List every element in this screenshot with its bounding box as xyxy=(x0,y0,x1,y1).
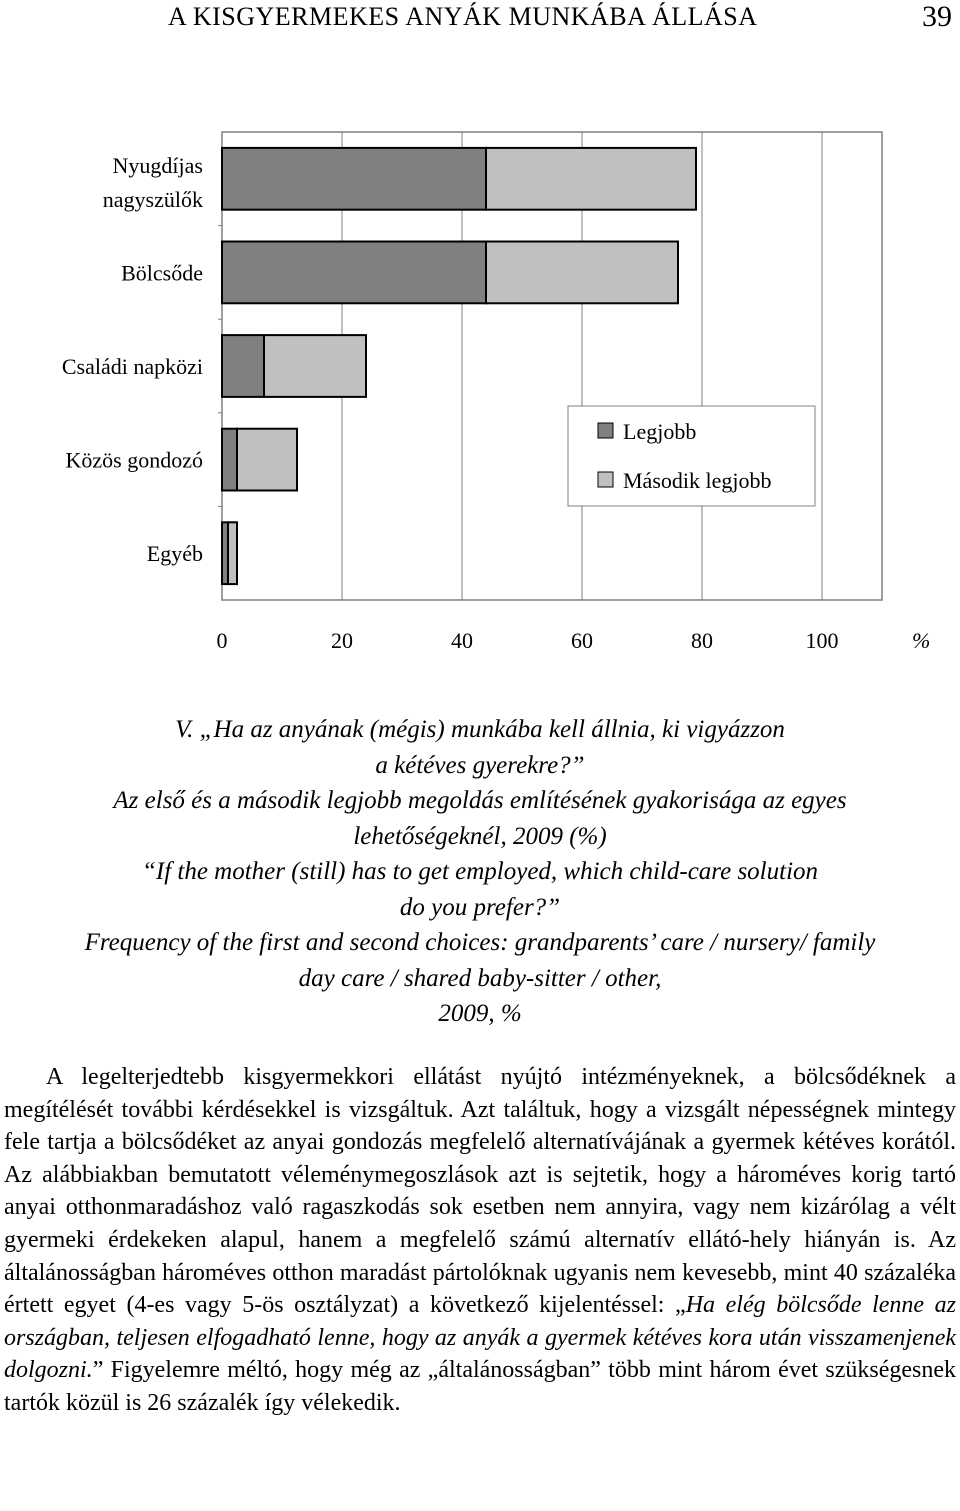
x-tick-label-60: 60 xyxy=(571,628,593,653)
category-label-1: Bölcsőde xyxy=(121,260,203,286)
running-head xyxy=(0,0,960,40)
paragraph-text-part-2: ” Figyelemre méltó, hogy még az „általánosságban” több mint három évet szükségesnek tartók közül is 26 százalék így vélekedik. xyxy=(4,1357,956,1416)
x-tick-label-40: 40 xyxy=(451,628,473,653)
bar-legjobb-3 xyxy=(222,429,237,491)
caption-en-line-2: do you prefer?” xyxy=(399,893,561,921)
caption-hu-line-2: a kétéves gyerekre?” xyxy=(375,751,585,779)
x-tick-label-100: 100 xyxy=(805,628,839,653)
caption-en-line-5: 2009, % xyxy=(438,1000,522,1027)
bar-masodik-legjobb-0 xyxy=(486,148,696,210)
paragraph-text-part-1: A legelterjedtebb kisgyermekkori ellátást nyújtó intézményeknek, a bölcsődéknek a megítélését további kérdésekkel is vizsgáltuk. Azt találtuk, hogy a vizsgált népességnek mintegy fele tartja a bölcsődéket az anyai gondozás megfelelő alternatívájának a gyermek kétéves korától. Az alábbiakban bemutatott véleménymegoszlások azt is sejtetik, hogy a hároméves korig tartó anyai otthonmaradáshoz való ragaszkodás sok esetben nem annyira, vagy nem kizárólag a vélt gyermeki érdekeken alapul, hanem a megfelelő számú alternatív ellátó-hely hiányán is. Az általánosságban hároméves otthon maradást pártolóknak ugyanis nem kevesebb, mint 40 százaléka értett egyet (4-es vagy 5-ös osztályzat) a következő kijelentéssel: „ xyxy=(4,1064,956,1319)
body-paragraph xyxy=(4,1061,956,1420)
quoted-statement: Ha elég bölcsőde lenne az országban, teljesen elfogadható lenne, hogy az anyák a gyermek kétéves kora után visszamenjenek dolgozni. xyxy=(4,1292,957,1384)
bar-masodik-legjobb-2 xyxy=(264,335,366,397)
category-label-4: Egyéb xyxy=(146,541,203,567)
x-tick-label-0: 0 xyxy=(216,628,228,653)
caption-en-line-3: Frequency of the first and second choices: grandparents’ care / nursery/ family xyxy=(84,929,876,956)
caption-en-line-1: “If the mother (still) has to get employed, which child-care solution xyxy=(141,858,819,885)
bar-masodik-legjobb-4 xyxy=(228,522,237,584)
caption-en-line-4: day care / shared baby-sitter / other, xyxy=(298,964,662,992)
bar-legjobb-2 xyxy=(222,335,264,397)
category-label-2: Családi napközi xyxy=(61,354,203,379)
legend-label-masodik-legjobb: Második legjobb xyxy=(623,468,772,493)
legend-swatch-legjobb xyxy=(598,423,613,438)
legend-swatch-masodik-legjobb xyxy=(598,472,613,487)
legend xyxy=(568,406,815,506)
caption-hu-line-4: lehetőségeknél, 2009 (%) xyxy=(353,822,607,850)
legend-label-legjobb: Legjobb xyxy=(623,419,697,444)
x-axis-unit: % xyxy=(912,628,931,653)
bar-masodik-legjobb-3 xyxy=(237,429,297,491)
running-head-title: A KISGYERMEKES ANYÁK MUNKÁBA ÁLLÁSA xyxy=(168,2,758,31)
x-tick-labels xyxy=(217,628,839,653)
bar-masodik-legjobb-1 xyxy=(486,242,678,304)
category-labels xyxy=(62,153,203,566)
x-tick-label-80: 80 xyxy=(691,628,713,653)
bar-legjobb-0 xyxy=(222,148,486,210)
page-number: 39 xyxy=(922,0,952,33)
category-label-3: Közös gondozó xyxy=(65,447,203,473)
figure-caption xyxy=(0,712,960,1032)
paragraph xyxy=(4,1061,956,1420)
category-label-0: Nyugdíjas nagyszülők xyxy=(102,152,203,212)
caption-hu-line-1: V. „Ha az anyának (mégis) munkába kell állnia, ki vigyázzon xyxy=(175,716,785,743)
x-tick-label-20: 20 xyxy=(331,628,353,653)
caption-hu-line-3: Az első és a második legjobb megoldás említésének gyakorisága az egyes xyxy=(113,787,847,814)
bar-legjobb-1 xyxy=(222,242,486,304)
chart xyxy=(0,120,960,680)
